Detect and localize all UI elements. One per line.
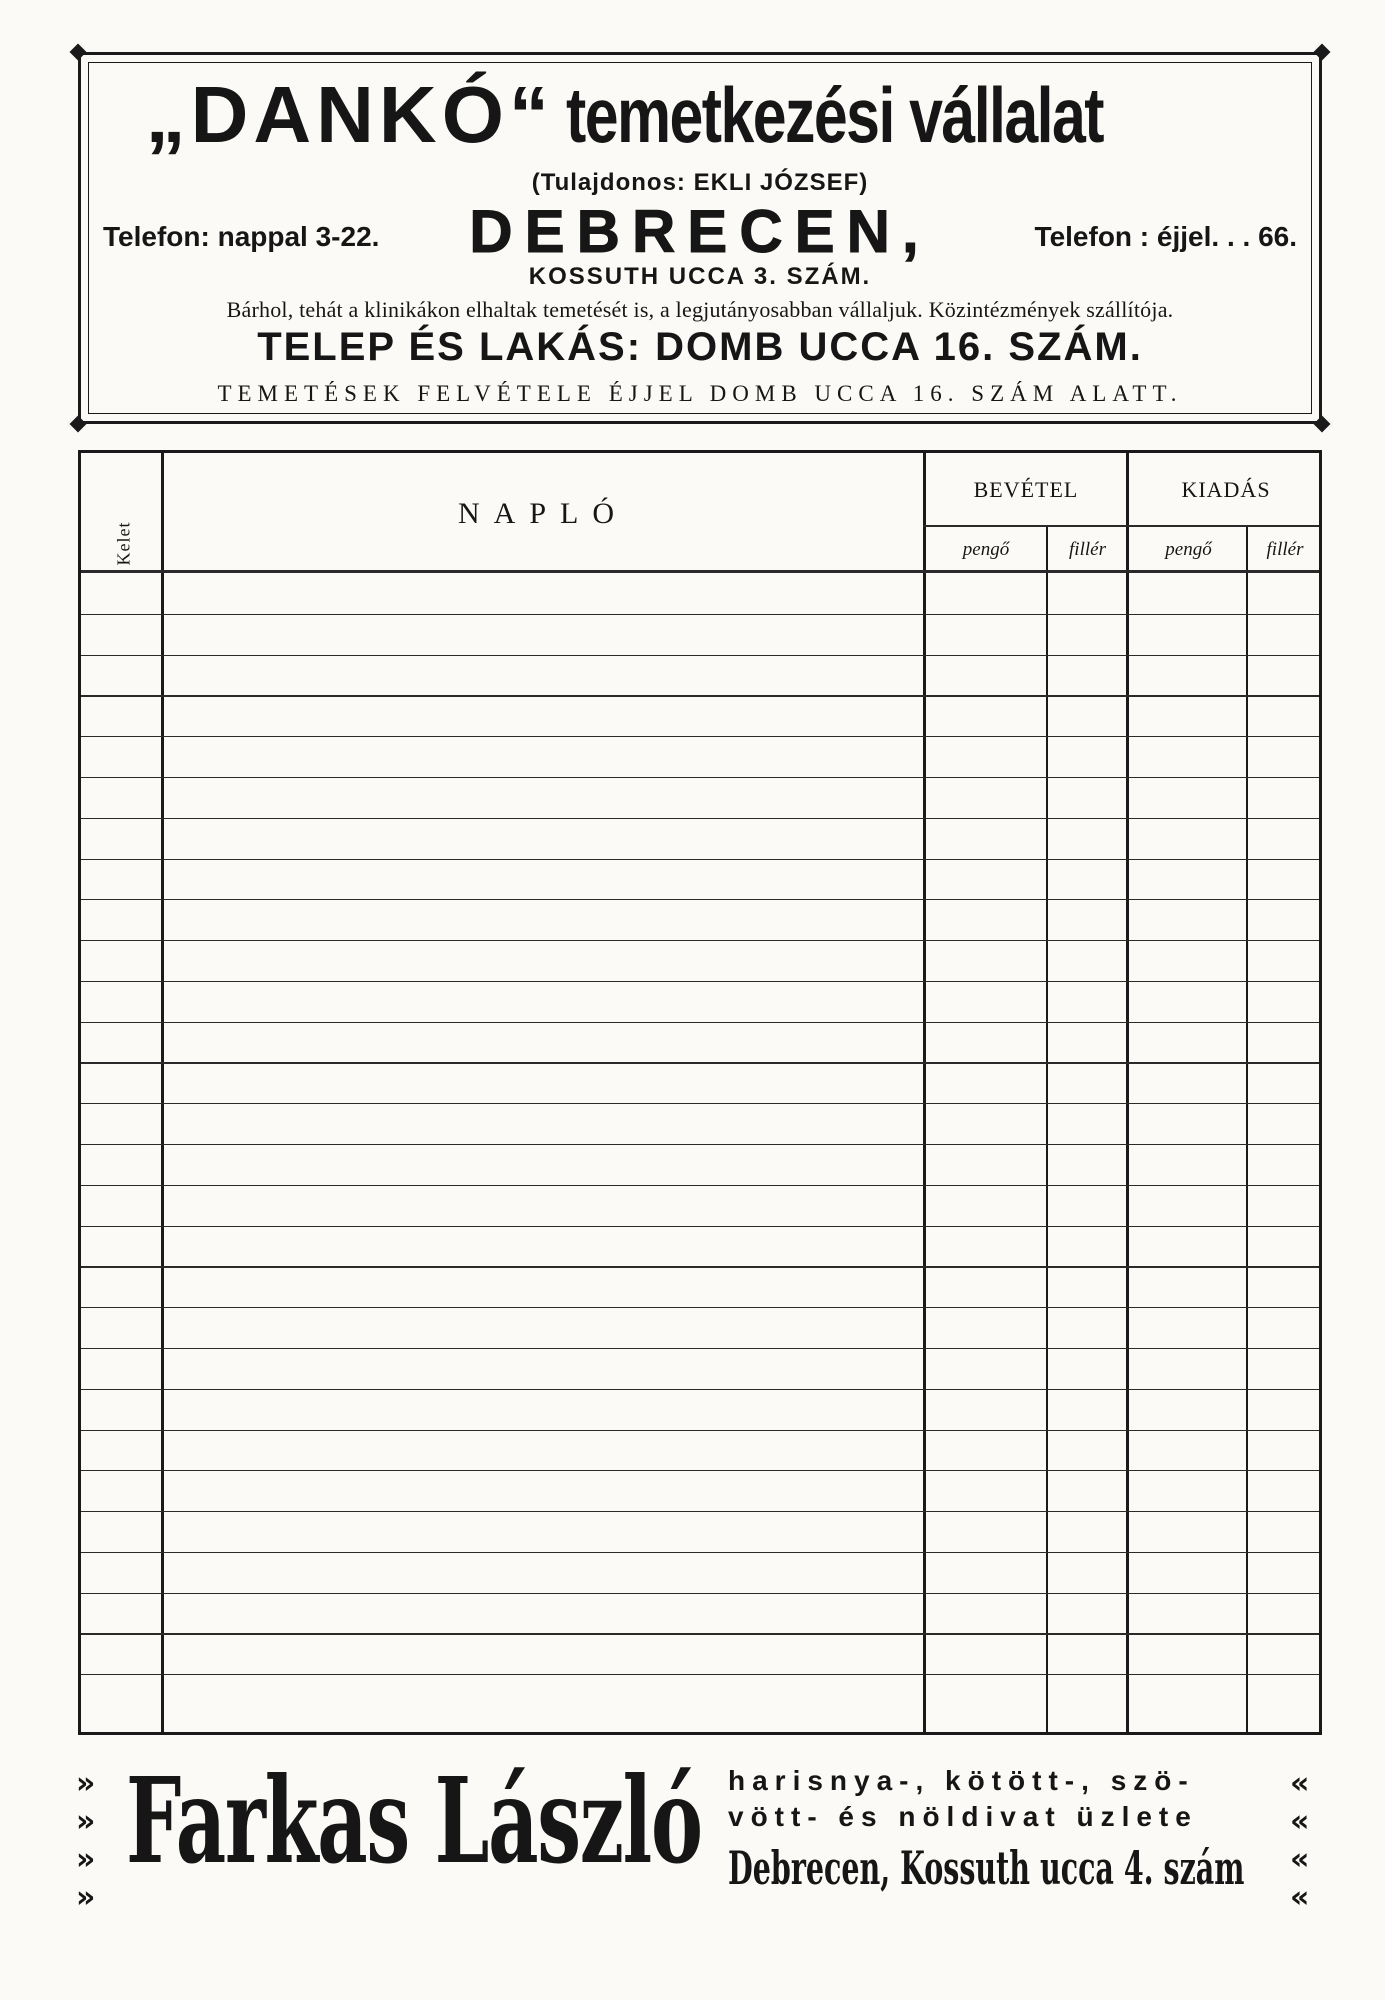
ledger-row-line <box>81 981 1319 982</box>
ledger-row-line <box>81 1389 1319 1390</box>
ledger-row-line <box>81 1633 1319 1634</box>
ledger-row-line <box>81 1470 1319 1471</box>
night-service-line: TEMETÉSEK FELVÉTELE ÉJJEL DOMB UCCA 16. SZÁM ALATT. <box>217 381 1183 406</box>
subheader-income-pengo: pengő <box>962 539 1010 560</box>
corner-ornament <box>70 44 87 61</box>
shop-description-line1: harisnya-, kötött-, szö- <box>728 1765 1195 1796</box>
shop-advertisement <box>78 1745 1322 1930</box>
company-brand: „DANKÓ“ <box>145 70 554 159</box>
phone-city-row <box>81 197 1319 266</box>
ledger-row-line <box>81 1144 1319 1145</box>
phone-night: Telefon : éjjel. . . 66. <box>1034 221 1297 252</box>
ledger-row-line <box>81 695 1319 696</box>
left-ornament: » » » » <box>76 1766 96 1915</box>
ledger-row-line <box>81 1185 1319 1186</box>
ledger-row-line <box>81 859 1319 860</box>
ledger-row-line <box>81 1348 1319 1349</box>
subheader-expense-filler: fillér <box>1266 539 1304 560</box>
service-description: Bárhol, tehát a klinikákon elhaltak temetését is, a legjutányosabban vállaljuk. Közintézmények szállítója. <box>226 297 1174 322</box>
advertisement-header <box>78 52 1322 424</box>
column-divider <box>923 453 926 1732</box>
right-ornament: « « « « <box>1290 1766 1310 1915</box>
column-header-income: BEVÉTEL <box>973 477 1079 502</box>
column-header-journal: NAPLÓ <box>457 497 628 530</box>
ledger-row-line <box>81 940 1319 941</box>
shop-owner-name: Farkas László <box>126 1751 702 1890</box>
city-name: DEBRECEN, <box>469 198 931 265</box>
company-title <box>81 69 1319 161</box>
phone-day: Telefon: nappal 3-22. <box>103 221 380 252</box>
column-divider <box>1126 453 1129 1732</box>
ledger-row-line <box>81 1266 1319 1267</box>
header-bottom-rule <box>81 570 1319 573</box>
header-divider <box>923 525 1319 527</box>
ledger-row-line <box>81 655 1319 656</box>
ledger-row-line <box>81 1022 1319 1023</box>
street-address: KOSSUTH UCCA 3. SZÁM. <box>528 263 872 290</box>
column-header-date: Kelet <box>113 521 134 566</box>
ledger-row-line <box>81 818 1319 819</box>
ledger-row-line <box>81 1593 1319 1594</box>
company-type: temetkezési vállalat <box>565 71 1103 159</box>
ledger-row-line <box>81 1226 1319 1227</box>
ledger-table <box>78 450 1322 1735</box>
subheader-income-filler: fillér <box>1069 539 1106 560</box>
ledger-row-line <box>81 1103 1319 1104</box>
ledger-row-line <box>81 1674 1319 1675</box>
corner-ornament <box>70 416 87 433</box>
column-divider <box>161 453 164 1732</box>
yard-address: TELEP ÉS LAKÁS: DOMB UCCA 16. SZÁM. <box>257 325 1143 369</box>
shop-description-line2: vött- és nöldivat üzlete <box>728 1801 1198 1832</box>
ledger-row-line <box>81 614 1319 615</box>
ledger-row-line <box>81 736 1319 737</box>
ledger-row-line <box>81 1062 1319 1063</box>
ledger-row-line <box>81 1307 1319 1308</box>
ledger-row-line <box>81 1430 1319 1431</box>
owner-line: (Tulajdonos: EKLI JÓZSEF) <box>531 169 869 196</box>
corner-ornament <box>1314 44 1331 61</box>
ledger-row-line <box>81 899 1319 900</box>
shop-address: Debrecen, Kossuth ucca 4. szám <box>728 1841 1245 1895</box>
ledger-row-line <box>81 777 1319 778</box>
subheader-expense-pengo: pengő <box>1165 539 1212 560</box>
ledger-row-line <box>81 1511 1319 1512</box>
corner-ornament <box>1314 416 1331 433</box>
column-header-expense: KIADÁS <box>1181 477 1271 502</box>
ledger-row-line <box>81 1552 1319 1553</box>
